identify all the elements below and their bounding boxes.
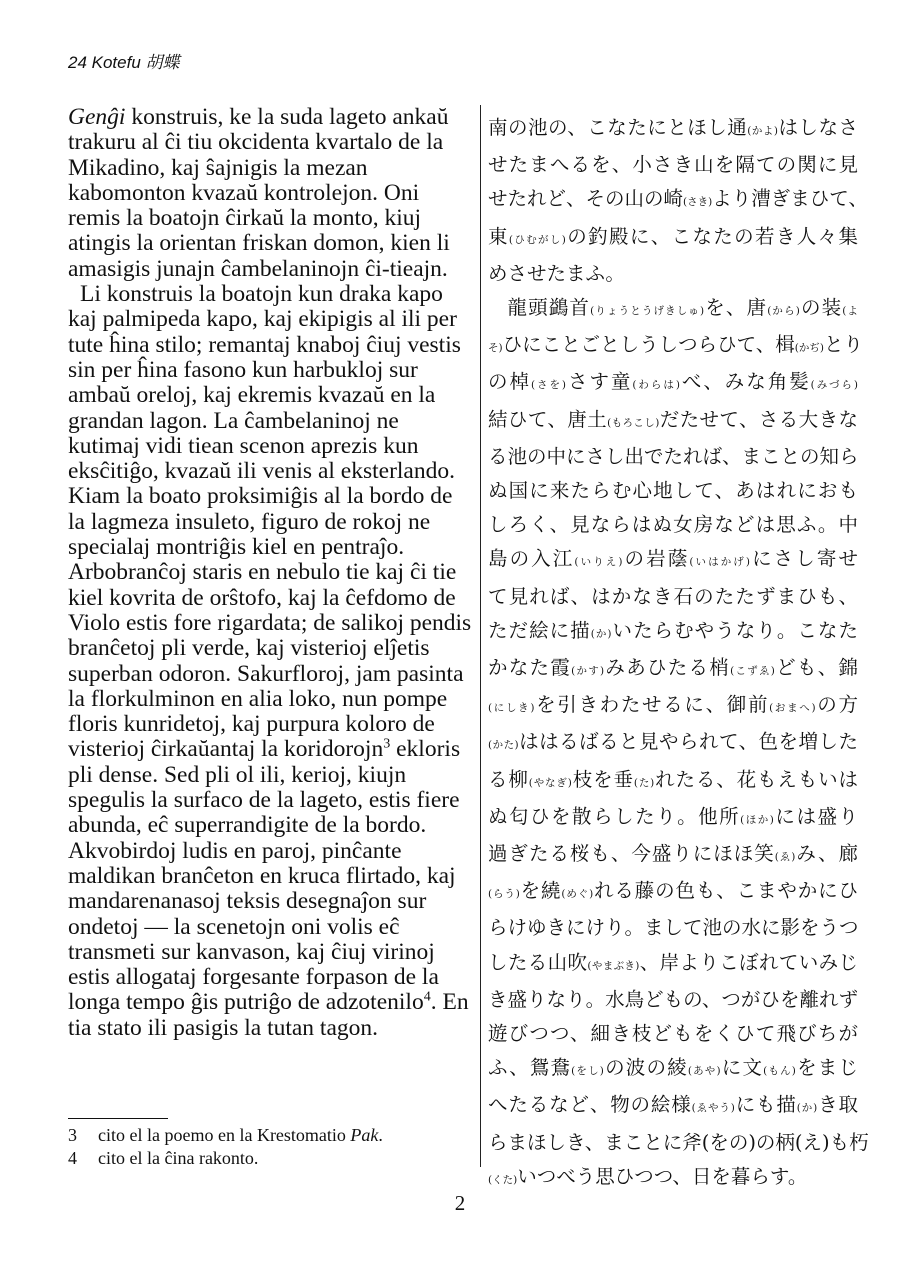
text-run: tia stato ili pasigis la tutan tagon.: [68, 1014, 379, 1041]
japanese-line: [488, 1017, 858, 1051]
text-run: Violo estis fore rigardata; de salikoj pendis: [68, 609, 472, 636]
japanese-line: [488, 328, 863, 365]
text-run: に文: [720, 1056, 764, 1080]
text-run: さす童: [566, 370, 633, 394]
esperanto-line: [68, 737, 476, 762]
japanese-line: [488, 148, 858, 182]
text-run: Akvobirdoj ludis en paroj, pinĉante: [68, 837, 402, 864]
ruby-gloss: (こずゑ): [730, 665, 775, 678]
text-run: の波の綾: [603, 1056, 688, 1080]
text-run: ぬ国に来たらむ心地して、あはれにおも: [488, 479, 858, 503]
esperanto-line: [68, 763, 476, 788]
footnote: [68, 1124, 383, 1147]
text-run: remis la boatojn ĉirkaŭ la monto, kiuj: [68, 205, 422, 232]
running-head: 24 Kotefu 胡蝶: [68, 53, 180, 72]
ruby-gloss: (ほか): [740, 813, 774, 826]
text-run: へたるなど、物の絵様: [488, 1093, 692, 1117]
esperanto-line: [68, 459, 476, 484]
esperanto-line: [68, 130, 476, 155]
text-run: eksĉitiĝo, kvazaŭ ili venis al eksterlando.: [68, 458, 455, 485]
japanese-line: [488, 763, 858, 800]
ruby-gloss: (いりえ): [574, 556, 623, 569]
esperanto-line: [68, 358, 476, 383]
text-run: kabomonton kvazaŭ kontrolejon. Oni: [68, 179, 420, 206]
ruby-gloss: (いはかげ): [689, 556, 750, 569]
text-run: Arbobranĉoj staris en nebulo tie kaj ĉi tie: [68, 559, 457, 586]
footnote: [68, 1147, 383, 1170]
text-run: にも描: [734, 1093, 797, 1117]
esperanto-line: [68, 940, 476, 965]
esperanto-line: [68, 965, 476, 990]
ruby-gloss: (ゑやう): [691, 1102, 735, 1115]
text-run: ふ、鴛鴦: [488, 1056, 572, 1080]
ruby-gloss: (らう): [488, 888, 520, 901]
japanese-line: [488, 440, 858, 474]
japanese-line: [488, 508, 858, 542]
esperanto-line: [68, 712, 476, 737]
text-run: とり: [823, 333, 863, 357]
japanese-line: [488, 542, 858, 579]
text-run: kutimaj vidi tiean scenon aprezis kun: [68, 432, 419, 459]
footnote-number: 4: [68, 1148, 77, 1168]
text-run: 過ぎたる桜も、今盛りにほほ笑: [488, 842, 775, 866]
text-run: branĉetoj pli verde, kaj visterioj elĵetis: [68, 635, 430, 662]
ruby-gloss: (わらは): [632, 379, 680, 392]
esperanto-line: [68, 409, 476, 434]
japanese-line: [488, 291, 858, 328]
text-run: ども、錦: [774, 656, 858, 680]
esperanto-line: [68, 560, 476, 585]
text-run: kaj palmipeda kapo, kaj ekipigis al ili per: [68, 306, 457, 333]
esperanto-line: [68, 484, 476, 509]
column-divider: [480, 105, 481, 1167]
ruby-gloss: (よ: [842, 305, 858, 318]
text-run: ぬ匂ひを散らしたり。他所: [488, 804, 741, 828]
text-run: cito el la poemo en la Krestomatio: [98, 1125, 351, 1145]
ruby-gloss: (かよ): [747, 125, 778, 137]
japanese-line: [488, 911, 858, 945]
text-run: 枝を垂: [571, 767, 634, 791]
esperanto-line: [68, 307, 476, 332]
text-run: amasigis junajn ĉambelaninojn ĉi-tieajn.: [68, 255, 448, 282]
text-run: る柳: [488, 767, 529, 791]
text-run: めさせたまふ。: [488, 261, 625, 285]
text-run: せたれど、その山の崎: [488, 187, 684, 211]
text-run: 南の池の、こなたにとほし通: [488, 116, 748, 139]
text-run: 島の入江: [488, 547, 575, 571]
ruby-gloss: (ゑ): [774, 851, 796, 864]
text-run: cito el la ĉina rakonto.: [98, 1148, 259, 1168]
ruby-gloss: (もろこし): [607, 416, 660, 429]
japanese-line: [488, 837, 858, 874]
text-run: みあひたる梢: [604, 656, 731, 680]
text-run: ははるばると見やられて、色を増した: [518, 730, 858, 754]
japanese-line: [488, 800, 858, 837]
ruby-gloss: (さき): [683, 196, 713, 209]
text-run: 結ひて、唐土: [488, 407, 608, 431]
text-run: 東: [488, 224, 509, 248]
text-run: longa tempo ĝis putriĝo de adzotenilo: [68, 989, 424, 1016]
text-run: き盛りなり。水鳥どもの、つがひを離れず: [488, 987, 858, 1011]
esperanto-line: [68, 1016, 476, 1041]
text-run: の釣殿に、こなたの若き人々集: [565, 224, 858, 248]
text-run: .: [378, 1125, 383, 1145]
text-run: かなた霞: [488, 656, 572, 680]
text-run: れる藤の色も、こまやかにひ: [593, 879, 858, 903]
footnotes: [68, 1124, 383, 1170]
text-run: の方: [815, 693, 858, 717]
text-run: れたる、花もえもいは: [654, 767, 858, 791]
ruby-gloss: (をし): [571, 1065, 604, 1078]
text-run: しろく、見ならはぬ女房などは思ふ。中: [488, 513, 858, 537]
ruby-gloss: (さを): [530, 379, 567, 392]
text-run: . En: [430, 989, 469, 1016]
ruby-gloss: (やまぶき): [587, 959, 640, 972]
japanese-line: [488, 220, 858, 257]
esperanto-line: [68, 839, 476, 864]
text-run: mandarenanasoj teksis desegnaĵon sur: [68, 888, 427, 915]
text-run: tute ĥina stilo; remantaj knaboj ĉiuj vestis: [68, 331, 461, 358]
japanese-line: [488, 111, 858, 148]
ruby-gloss: (もん): [763, 1065, 796, 1078]
esperanto-line: [68, 510, 476, 535]
esperanto-line: [68, 662, 476, 687]
esperanto-line: [68, 231, 476, 256]
footnote-number: 3: [68, 1125, 77, 1145]
ruby-gloss: そ): [488, 342, 503, 355]
text-run: sin per ĥina fasono kun harbukloj sur: [68, 356, 418, 383]
footnote-text: [98, 1125, 383, 1145]
footnote-ref: 4: [423, 988, 431, 1005]
esperanto-line: [68, 535, 476, 560]
text-run: 、岸よりこぼれていみじ: [639, 950, 858, 974]
ruby-gloss: (にしき): [488, 702, 535, 715]
text-run: ekloris: [390, 736, 461, 763]
text-run: らけゆきにけり。まして池の水に影をうつ: [488, 916, 859, 940]
text-run: らまほしき、まことに斧(をの)の柄(え)も朽: [488, 1130, 869, 1154]
japanese-line: [488, 365, 858, 402]
esperanto-line: [68, 333, 476, 358]
text-run: の棹: [488, 370, 531, 394]
esperanto-line: [68, 434, 476, 459]
text-run: maldikan branĉeton en kruca flirtado, kaj: [68, 862, 456, 889]
text-run: abunda, eĉ superrandigite de la bordo.: [68, 812, 427, 839]
japanese-paragraph: [488, 111, 868, 291]
esperanto-line: [68, 813, 476, 838]
ruby-gloss: (かた): [488, 739, 519, 752]
text-run: にさし寄せ: [750, 547, 858, 571]
text-run: transmeti sur kanvason, kaj ĉiuj virinoj: [68, 938, 435, 965]
japanese-line: [488, 874, 858, 911]
esperanto-line: [68, 586, 476, 611]
esperanto-line: [68, 864, 476, 889]
esperanto-line: [68, 915, 476, 940]
esperanto-paragraph: [68, 105, 476, 282]
ruby-gloss: (みづら): [810, 379, 858, 392]
text-run: spegulis la surfaco de la lageto, estis fiere: [68, 787, 460, 814]
japanese-line: [488, 946, 858, 983]
text-run: pli dense. Sed pli ol ili, kerioj, kiujn: [68, 761, 407, 788]
esperanto-line: [68, 282, 476, 307]
text-run: いたらむやうなり。こなた: [611, 618, 858, 642]
text-run: konstruis, ke la suda lageto ankaŭ: [125, 104, 449, 130]
text-run: ambaŭ oreloj, kaj ekremis kvazaŭ en la: [68, 382, 436, 409]
text-run: superban odoron. Sakurfloroj, jam pasinta: [68, 660, 464, 687]
text-run: Mikadino, kaj ŝajnigis la mezan: [68, 154, 368, 181]
footnote-separator: [68, 1118, 168, 1119]
japanese-line: [488, 688, 858, 725]
esperanto-line: [68, 990, 476, 1015]
ruby-gloss: (やなぎ): [528, 776, 572, 789]
text-run: を繞: [519, 879, 562, 903]
ruby-gloss: (くた): [488, 1173, 518, 1186]
text-run: はしなさ: [777, 116, 858, 139]
esperanto-line: [68, 257, 476, 282]
text-run: la lagmeza insuleto, figuro de rokoj ne: [68, 508, 431, 535]
esperanto-line: [68, 788, 476, 813]
japanese-line: [488, 614, 858, 651]
esperanto-line: [68, 383, 476, 408]
esperanto-line: [68, 156, 476, 181]
japanese-line: [488, 474, 858, 508]
text-run: み、廊: [795, 842, 858, 866]
text-run: specialaj montriĝis kiel en pentraĵo.: [68, 534, 405, 561]
esperanto-line: [68, 206, 476, 231]
ruby-gloss: (ひむがし): [508, 233, 566, 246]
ruby-gloss: (か): [796, 1102, 818, 1115]
text-run: より漕ぎまひて、: [712, 187, 868, 211]
text-run: Li konstruis la boatojn kun draka kapo: [80, 281, 443, 308]
italic-run: Pak: [350, 1125, 379, 1145]
text-run: ただ絵に描: [488, 618, 591, 642]
text-run: を引きわたせるに、御前: [534, 693, 770, 717]
text-run: ひにことごとしうしつらひて、楫: [502, 333, 795, 357]
esperanto-paragraph: [68, 282, 476, 1041]
esperanto-line: [68, 181, 476, 206]
esperanto-line: [68, 105, 476, 130]
text-run: だたせて、さる大きな: [659, 407, 858, 431]
japanese-line: [488, 983, 858, 1017]
text-run: la florkulminon en alia loko, nun pompe: [68, 685, 448, 712]
japanese-line: [488, 1126, 869, 1160]
text-run: には盛り: [773, 804, 858, 828]
ruby-gloss: (た): [633, 776, 655, 789]
footnote-ref: 3: [383, 735, 391, 752]
japanese-line: [488, 403, 858, 440]
esperanto-line: [68, 611, 476, 636]
text-run: の装: [799, 296, 843, 320]
text-run: Kiam la boato proksimiĝis al la bordo de: [68, 483, 453, 510]
text-run: て見れば、はかなき石のたたずまひも、: [488, 584, 858, 608]
text-run: atingis la orientan friskan domon, kien li: [68, 230, 450, 257]
ruby-gloss: (か): [590, 627, 612, 640]
italic-run: Genĝi: [68, 104, 126, 130]
japanese-line: [488, 1051, 858, 1088]
text-run: 遊びつつ、細き枝どもをくひて飛びちが: [488, 1022, 858, 1046]
japanese-line: [488, 651, 858, 688]
esperanto-column: [68, 105, 476, 1041]
footnote-text: [98, 1148, 258, 1168]
page-number: 2: [454, 1191, 466, 1215]
ruby-gloss: (から): [767, 305, 800, 318]
text-run: ondetoj — la scenetojn oni volis eĉ: [68, 913, 400, 940]
japanese-line: [488, 182, 868, 219]
ruby-gloss: (かす): [571, 665, 605, 678]
text-run: floris kunridetoj, kaj purpura koloro de: [68, 711, 435, 738]
ruby-gloss: (かぢ): [794, 342, 824, 355]
text-run: の岩蔭: [622, 547, 690, 571]
text-run: べ、みな角髪: [679, 370, 811, 394]
text-run: estis allogataj forgesante forpason de la: [68, 964, 439, 991]
japanese-column: [488, 111, 869, 1197]
text-run: をまじ: [795, 1056, 858, 1080]
text-run: したる山吹: [488, 950, 588, 974]
text-run: る池の中にさし出でたれば、まことの知ら: [488, 444, 859, 468]
text-run: trakuru al ĉi tiu okcidenta kvartalo de la: [68, 129, 444, 156]
ruby-gloss: (おまへ): [769, 702, 816, 715]
text-run: せたまへるを、小さき山を隔ての関に見: [488, 153, 858, 177]
text-run: visterioj ĉirkaŭantaj la koridorojn: [68, 736, 384, 763]
esperanto-line: [68, 636, 476, 661]
text-run: grandan lagon. La ĉambelaninoj ne: [68, 407, 399, 434]
japanese-line: [488, 580, 858, 614]
ruby-gloss: (あや): [687, 1065, 721, 1078]
text-run: いつべう思ひつつ、日を暮らす。: [517, 1164, 808, 1188]
japanese-line: [488, 1160, 858, 1197]
ruby-gloss: (りょうとうげきしゅ): [590, 305, 705, 318]
text-run: を、唐: [704, 296, 768, 320]
text-run: 龍頭鷁首: [507, 296, 591, 320]
text-run: き取: [817, 1093, 858, 1117]
japanese-line: [488, 1088, 858, 1125]
ruby-gloss: (めぐ): [561, 888, 594, 901]
japanese-line: [488, 725, 858, 762]
japanese-paragraph: [488, 291, 869, 1197]
esperanto-line: [68, 889, 476, 914]
esperanto-line: [68, 687, 476, 712]
text-run: kiel kovrita de orŝtofo, kaj la ĉefdomo de: [68, 584, 456, 611]
japanese-line: [488, 257, 858, 291]
